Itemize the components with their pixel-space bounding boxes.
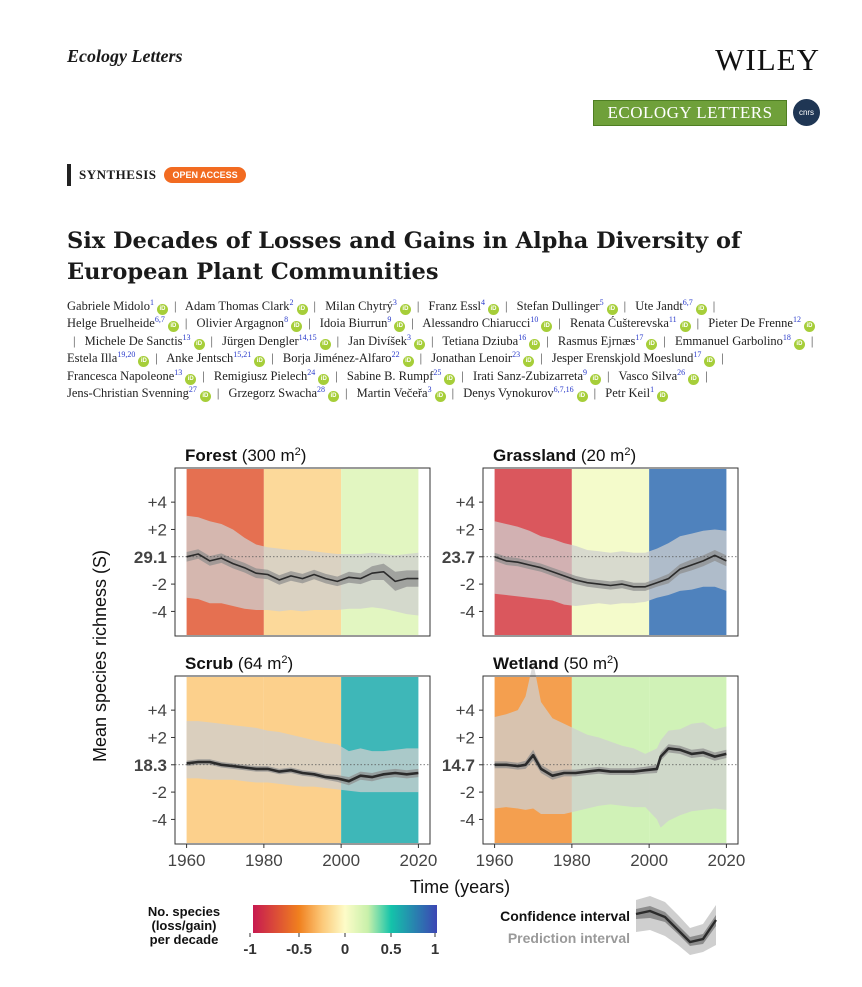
plot-area: (20 m [576, 446, 625, 465]
author-name-text: Jan Divíšek [348, 333, 407, 348]
orcid-icon[interactable]: iD [414, 339, 425, 350]
orcid-icon[interactable]: iD [541, 321, 552, 332]
author-name-text: Ute Jandt [635, 299, 683, 313]
author-separator: | [216, 386, 220, 401]
orcid-icon[interactable]: iD [577, 391, 588, 402]
author-name-text: Sabine B. Rumpf [346, 368, 434, 383]
panel-title [185, 654, 293, 673]
cnrs-logo: cnrs [793, 99, 820, 126]
affiliation-number[interactable]: 5 [599, 298, 604, 307]
y-tick-label: +4 [455, 493, 475, 513]
panel-wetland [442, 654, 745, 870]
plot-area-close: ) [613, 654, 619, 673]
panel-forest [134, 446, 430, 636]
author-separator: | [623, 299, 627, 313]
author-separator: | [810, 333, 814, 348]
section-label: SYNTHESIS [79, 167, 157, 182]
y-axis-title: Mean species richness (S) [90, 549, 110, 763]
author-name-text: Irati Sanz-Zubizarreta [473, 368, 584, 383]
color-legend-title: No. species [147, 904, 221, 919]
affiliation-number[interactable]: 6,7,16 [553, 385, 574, 395]
y-tick-label: -2 [459, 575, 475, 595]
orcid-icon[interactable]: iD [794, 339, 805, 350]
plot-area-close: ) [630, 446, 637, 465]
author-name-text: Helge Bruelheide [67, 316, 155, 331]
orcid-icon[interactable]: iD [291, 321, 302, 332]
color-scale-tick-label: -1 [243, 941, 257, 958]
affiliation-number[interactable]: 1 [149, 298, 154, 307]
author-name-text: Jürgen Dengler [222, 333, 299, 348]
orcid-icon[interactable]: iD [680, 321, 691, 332]
author-separator: | [540, 351, 543, 366]
author-name-text: Rasmus Ejrnæs [557, 333, 636, 348]
orcid-icon[interactable]: iD [646, 339, 657, 350]
author-separator: | [451, 386, 455, 401]
author-name-text: Milan Chytrý [325, 299, 393, 313]
affiliation-number[interactable]: 14,15 [298, 332, 317, 342]
author-separator: | [593, 386, 597, 401]
author-name-text: Renata Ćušterevska [569, 316, 669, 331]
orcid-icon[interactable]: iD [523, 356, 534, 367]
author-name-text: Olivier Argagnon [196, 316, 285, 331]
orcid-icon[interactable]: iD [403, 356, 414, 367]
author-separator: | [345, 386, 348, 401]
y-tick-label: +2 [455, 520, 475, 540]
x-tick-label: 2020 [399, 851, 438, 870]
panel-title [493, 446, 636, 465]
panel-title [493, 654, 619, 673]
x-tick-label: 2000 [322, 851, 361, 870]
plot-area-exponent: 2 [294, 446, 301, 458]
author-name-text: Franz Essl [428, 299, 481, 313]
affiliation-number[interactable]: 10 [530, 315, 539, 325]
prediction-interval-label: Prediction interval [507, 930, 630, 946]
affiliation-number[interactable]: 28 [317, 385, 326, 395]
affiliation-number[interactable]: 9 [387, 315, 392, 325]
author-name-text: Michele De Sanctis [84, 333, 183, 348]
orcid-icon[interactable]: iD [400, 304, 411, 315]
author-separator: | [504, 299, 508, 313]
affiliation-number[interactable]: 11 [668, 315, 677, 325]
panel-title [185, 446, 306, 465]
color-scale-tick-label: 0.5 [380, 941, 402, 958]
orcid-icon[interactable]: iD [435, 391, 446, 402]
y-tick-label: +4 [455, 701, 475, 721]
author-name-text: Jesper Erenskjold Moeslund [551, 351, 694, 366]
orcid-icon[interactable]: iD [607, 304, 618, 315]
plot-area-exponent: 2 [607, 654, 614, 666]
orcid-icon[interactable]: iD [328, 391, 339, 402]
author-name-text: Idoia Biurrun [319, 316, 388, 331]
x-tick-label: 2000 [630, 851, 669, 870]
author-separator: | [663, 333, 666, 348]
author-separator: | [721, 351, 724, 366]
author-separator: | [607, 368, 610, 383]
author-separator: | [173, 299, 177, 313]
plot-area-exponent: 2 [624, 446, 631, 458]
author-name-text: Petr Keil [605, 386, 651, 401]
affiliation-number[interactable]: 6,7 [682, 298, 693, 307]
author-separator: | [430, 333, 434, 348]
author-separator: | [712, 299, 716, 313]
author-name-text: Gabriele Midolo [67, 299, 150, 313]
author-separator: | [155, 351, 158, 366]
y-tick-label: +4 [147, 493, 167, 513]
affiliation-number[interactable]: 15,21 [233, 350, 252, 360]
x-tick-label: 2020 [707, 851, 746, 870]
author-separator: | [202, 368, 205, 383]
author-separator: | [705, 368, 708, 383]
habitat-name: Forest [185, 446, 237, 465]
plot-area-exponent: 2 [281, 654, 288, 666]
y-tick-label: +2 [147, 728, 167, 748]
color-legend-title: per decade [149, 932, 219, 947]
habitat-name: Grassland [493, 446, 577, 465]
journal-name: Ecology Letters [67, 46, 183, 66]
y-tick-label: +2 [147, 520, 167, 540]
author-separator: | [558, 316, 561, 331]
y-tick-label: +2 [455, 728, 475, 748]
orcid-icon[interactable]: iD [394, 321, 405, 332]
y-tick-label: -4 [151, 810, 167, 830]
confidence-interval-label: Confidence interval [500, 908, 630, 924]
author-name-text: Martin Večeřa [356, 386, 428, 401]
orcid-icon[interactable]: iD [529, 339, 540, 350]
publisher-logo: WILEY [715, 42, 820, 77]
orcid-icon[interactable]: iD [688, 374, 699, 385]
affiliation-number[interactable]: 16 [518, 332, 527, 342]
plot-area-close: ) [300, 446, 307, 465]
author-name-text: Pieter De Frenne [708, 316, 793, 331]
author-name-text: Emmanuel Garbolino [674, 333, 783, 348]
author-name-text: Borja Jiménez-Alfaro [282, 351, 392, 366]
author-separator: | [411, 316, 414, 331]
color-scale-bar [253, 905, 437, 933]
orcid-icon[interactable]: iD [138, 356, 149, 367]
author-name-text: Stefan Dullinger [516, 299, 600, 313]
plot-area: (50 m [558, 654, 607, 673]
author-separator: | [73, 333, 76, 348]
author-name-text: Remigiusz Pielech [213, 368, 308, 383]
panel-grassland [442, 446, 738, 636]
affiliation-number[interactable]: 22 [391, 350, 400, 360]
baseline-richness-label: 18.3 [133, 755, 167, 775]
author-name-text: Anke Jentsch [166, 351, 234, 366]
affiliation-number[interactable]: 27 [188, 385, 197, 395]
author-separator: | [419, 351, 423, 366]
affiliation-number[interactable]: 13 [174, 367, 183, 377]
author-separator: | [313, 299, 317, 313]
author-name-text: Jens-Christian Svenning [67, 386, 189, 401]
article-title: Six Decades of Losses and Gains in Alpha Diversity of European Plant Communities [67, 228, 741, 285]
panel-scrub [134, 654, 437, 870]
orcid-icon[interactable]: iD [168, 321, 179, 332]
x-axis-title: Time (years) [409, 877, 511, 897]
affiliation-number[interactable]: 2 [289, 298, 294, 307]
orcid-icon[interactable]: iD [804, 321, 815, 332]
journal-banner: ECOLOGY LETTERS [593, 100, 787, 126]
author-separator: | [336, 333, 340, 348]
x-tick-label: 1980 [244, 851, 283, 870]
author-separator: | [210, 333, 214, 348]
orcid-icon[interactable]: iD [200, 391, 211, 402]
author-separator: | [184, 316, 188, 331]
y-tick-label: -4 [459, 602, 475, 622]
author-separator: | [546, 333, 549, 348]
orcid-icon[interactable]: iD [297, 304, 308, 315]
orcid-icon[interactable]: iD [488, 304, 499, 315]
author-separator: | [461, 368, 464, 383]
orcid-icon[interactable]: iD [704, 356, 715, 367]
author-name-text: Adam Thomas Clark [184, 299, 290, 313]
orcid-icon[interactable]: iD [185, 374, 196, 385]
affiliation-number[interactable]: 1 [650, 385, 655, 395]
orcid-icon[interactable]: iD [696, 304, 707, 315]
y-tick-label: -2 [459, 783, 475, 803]
plot-area: (64 m [233, 654, 282, 673]
x-tick-label: 1960 [475, 851, 514, 870]
habitat-name: Wetland [493, 654, 559, 673]
baseline-richness-label: 23.7 [441, 547, 475, 567]
author-separator: | [335, 368, 338, 383]
author-separator: | [416, 299, 420, 313]
affiliation-number[interactable]: 19,20 [117, 350, 136, 360]
affiliation-number[interactable]: 3 [392, 298, 397, 307]
affiliation-number[interactable]: 13 [182, 332, 191, 342]
affiliation-number[interactable]: 3 [427, 385, 432, 395]
author-name-text: Vasco Silva [618, 368, 678, 383]
affiliation-number[interactable]: 4 [480, 298, 485, 307]
color-legend-title: (loss/gain) [151, 918, 217, 933]
orcid-icon[interactable]: iD [657, 391, 668, 402]
affiliation-number[interactable]: 18 [782, 332, 791, 342]
author-name-text: Alessandro Chiarucci [422, 316, 531, 331]
color-scale-tick-label: 0 [340, 941, 350, 958]
x-tick-label: 1980 [552, 851, 591, 870]
affiliation-number[interactable]: 26 [677, 367, 686, 377]
author-name-text: Tetiana Dziuba [442, 333, 519, 348]
author-separator: | [308, 316, 311, 331]
orcid-icon[interactable]: iD [318, 374, 329, 385]
author-separator: | [696, 316, 700, 331]
y-tick-label: -4 [459, 810, 475, 830]
y-tick-label: -2 [151, 575, 167, 595]
y-tick-label: -4 [151, 602, 167, 622]
habitat-name: Scrub [185, 654, 234, 673]
baseline-richness-label: 29.1 [133, 547, 167, 567]
color-scale-tick-label: -0.5 [286, 941, 312, 958]
affiliation-number[interactable]: 17 [635, 332, 644, 342]
orcid-icon[interactable]: iD [254, 356, 265, 367]
author-name-text: Francesca Napoleone [67, 368, 175, 383]
author-name-text: Jonathan Lenoir [431, 351, 513, 366]
affiliation-number[interactable]: 3 [406, 332, 411, 342]
affiliation-number[interactable]: 8 [284, 315, 289, 325]
author-name-text: Grzegorz Swacha [228, 386, 318, 401]
orcid-icon[interactable]: iD [157, 304, 168, 315]
affiliation-number[interactable]: 23 [512, 350, 521, 360]
baseline-richness-label: 14.7 [441, 755, 475, 775]
affiliation-number[interactable]: 9 [583, 367, 588, 377]
color-scale-tick-label: 1 [430, 941, 440, 958]
affiliation-number[interactable]: 17 [693, 350, 702, 360]
plot-area-close: ) [287, 654, 294, 673]
plot-area: (300 m [236, 446, 295, 465]
affiliation-number[interactable]: 25 [433, 367, 442, 377]
y-tick-label: +4 [147, 701, 167, 721]
author-name-text: Denys Vynokurov [463, 386, 554, 401]
affiliation-number[interactable]: 6,7 [154, 315, 165, 325]
open-access-badge: OPEN ACCESS [164, 167, 245, 183]
y-tick-label: -2 [151, 783, 167, 803]
x-tick-label: 1960 [167, 851, 206, 870]
orcid-icon[interactable]: iD [590, 374, 601, 385]
author-name-text: Estela Illa [67, 351, 118, 366]
affiliation-number[interactable]: 12 [792, 315, 801, 325]
orcid-icon[interactable]: iD [194, 339, 205, 350]
orcid-icon[interactable]: iD [444, 374, 455, 385]
author-separator: | [271, 351, 274, 366]
orcid-icon[interactable]: iD [320, 339, 331, 350]
affiliation-number[interactable]: 24 [307, 367, 316, 377]
